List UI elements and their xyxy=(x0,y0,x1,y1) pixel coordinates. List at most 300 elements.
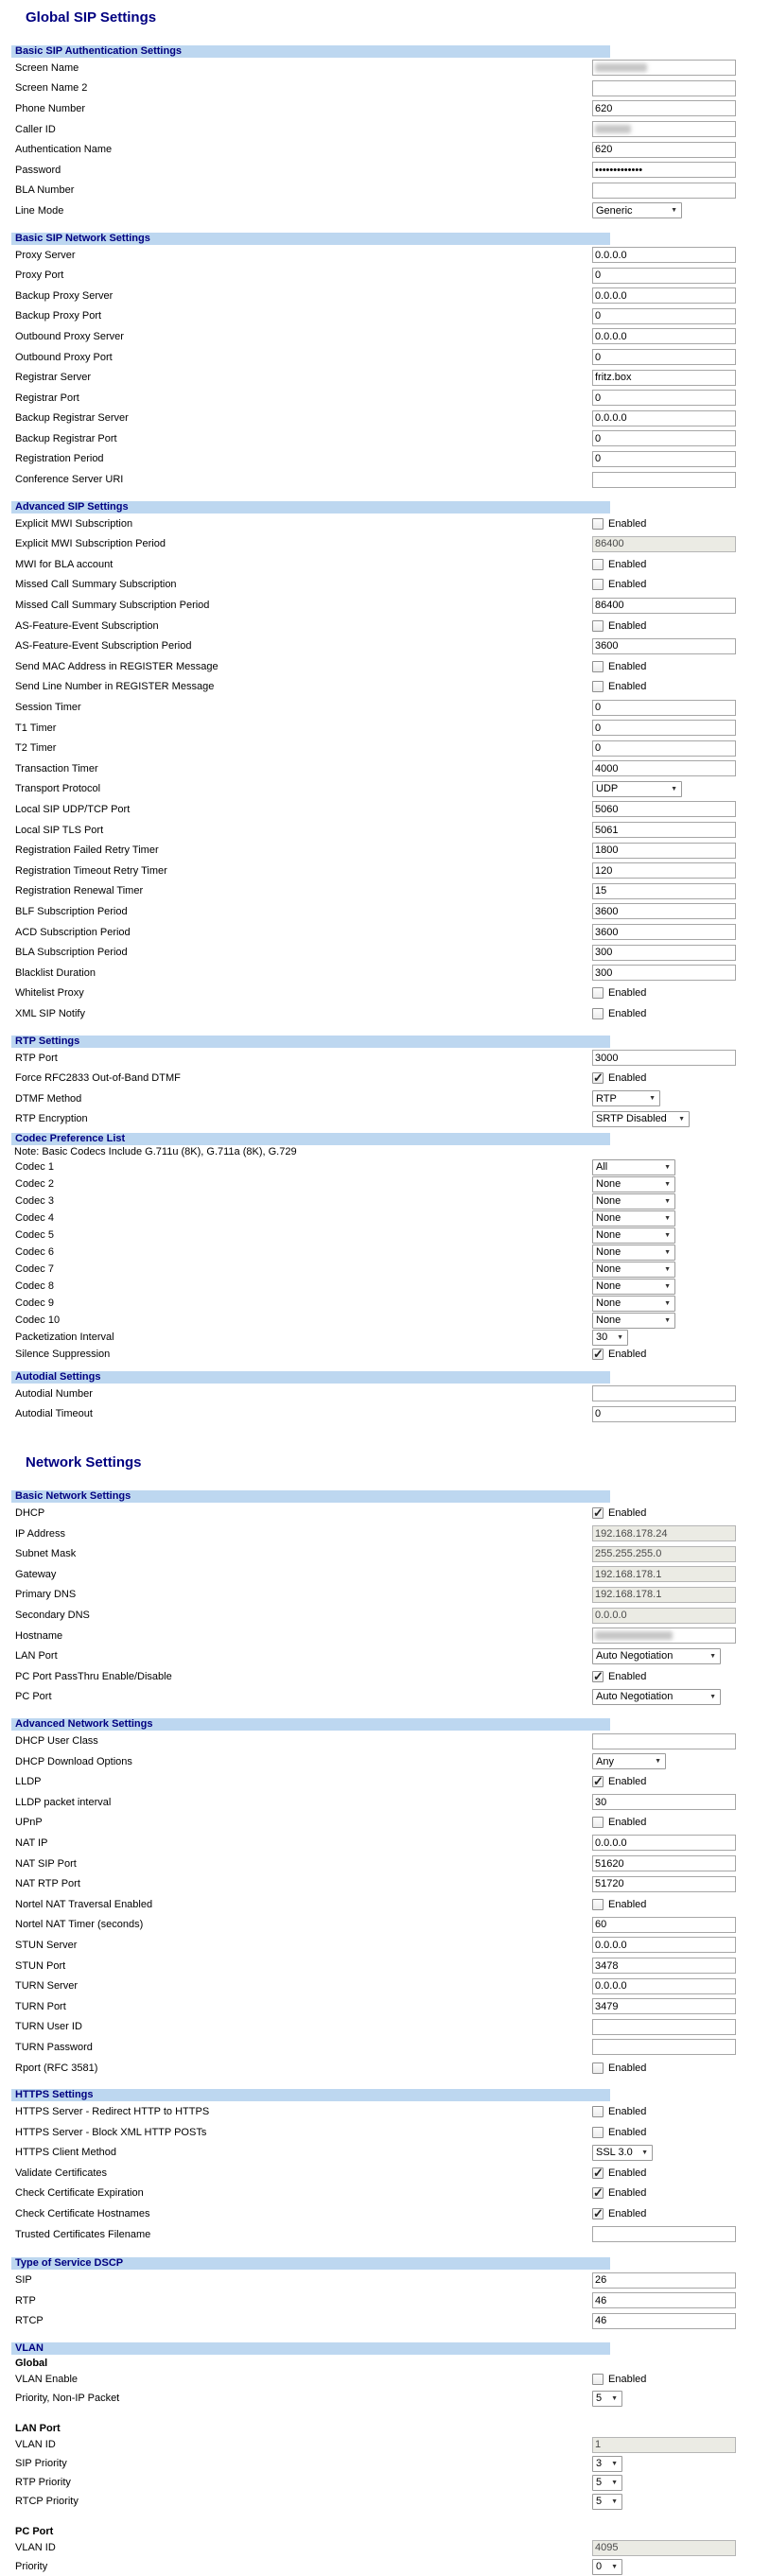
codec-2-selected-option: None xyxy=(596,1178,621,1191)
caller-id-input[interactable] xyxy=(592,121,736,137)
bla-subscription-period-control xyxy=(592,945,736,961)
registration-renewal-timer-input[interactable] xyxy=(592,883,736,899)
pc-port-select[interactable] xyxy=(592,1689,721,1705)
lldp-packet-interval-label: LLDP packet interval xyxy=(15,1796,112,1808)
backup-registrar-port-input[interactable] xyxy=(592,430,736,446)
lan-port-select[interactable] xyxy=(592,1648,721,1664)
proxy-port-input[interactable] xyxy=(592,268,736,284)
registrar-server-input[interactable] xyxy=(592,370,736,386)
conference-server-uri-input[interactable] xyxy=(592,472,736,488)
row-codec-10 xyxy=(11,1312,770,1329)
vlan-id-control xyxy=(592,2540,736,2556)
screen-name-2-input[interactable] xyxy=(592,80,736,96)
turn-user-id-input[interactable] xyxy=(592,2019,736,2035)
advanced-network-settings-items xyxy=(0,1731,770,2078)
session-timer-control xyxy=(592,700,736,716)
dhcp-download-options-label: DHCP Download Options xyxy=(15,1755,132,1767)
codec-9-control xyxy=(592,1296,675,1312)
force-rfc2833-out-of-band-dtmf-enabled-label: Enabled xyxy=(608,1072,647,1085)
codec-1-select[interactable] xyxy=(592,1159,675,1175)
stun-port-label: STUN Port xyxy=(15,1959,66,1972)
vlan-id-control xyxy=(592,2437,736,2453)
lldp-packet-interval-input[interactable] xyxy=(592,1794,736,1810)
https-client-method-selected-option: SSL 3.0 xyxy=(596,2147,633,2159)
priority-non-ip-packet-select[interactable] xyxy=(592,2391,622,2407)
line-mode-select[interactable] xyxy=(592,202,682,218)
t1-timer-input[interactable] xyxy=(592,720,736,736)
send-mac-address-in-register-message-checkbox[interactable] xyxy=(592,661,604,672)
t1-timer-value: 0 xyxy=(595,722,602,734)
codec-4-selected-option: None xyxy=(596,1212,621,1225)
local-sip-udp-tcp-port-control xyxy=(592,801,736,817)
check-certificate-hostnames-enabled-label: Enabled xyxy=(608,2208,647,2220)
explicit-mwi-subscription-checkbox[interactable] xyxy=(592,518,604,530)
codec-5-label: Codec 5 xyxy=(15,1229,54,1242)
dhcp-user-class-control xyxy=(592,1733,736,1749)
row-sip xyxy=(11,2270,770,2290)
https-server-redirect-http-to-https-enabled-label: Enabled xyxy=(608,2106,647,2118)
codec-7-label: Codec 7 xyxy=(15,1263,54,1276)
registration-timeout-retry-timer-label: Registration Timeout Retry Timer xyxy=(15,864,167,877)
row-vlan-enable xyxy=(11,2370,770,2389)
turn-user-id-label: TURN User ID xyxy=(15,2021,82,2033)
screen-name-input[interactable] xyxy=(592,60,736,76)
autodial-timeout-input[interactable] xyxy=(592,1406,736,1422)
vlan-enable-label: VLAN Enable xyxy=(15,2374,79,2386)
row-secondary-dns xyxy=(11,1605,770,1626)
row-codec-7 xyxy=(11,1261,770,1278)
row-explicit-mwi-subscription-period xyxy=(11,533,770,554)
global-sip-settings-title: Global SIP Settings xyxy=(26,9,157,26)
row-vlan-id xyxy=(11,2538,770,2557)
turn-server-input[interactable] xyxy=(592,1978,736,1994)
autodial-settings-items xyxy=(0,1384,770,1424)
dropdown-arrow-icon: ▼ xyxy=(611,2460,618,2467)
packetization-interval-control xyxy=(592,1330,628,1346)
vlan-id-input xyxy=(592,2540,736,2556)
registration-timeout-retry-timer-control xyxy=(592,862,736,879)
send-line-number-in-register-message-checkbox[interactable] xyxy=(592,681,604,692)
dhcp-control xyxy=(592,1507,646,1519)
whitelist-proxy-checkbox[interactable] xyxy=(592,987,604,999)
check-certificate-hostnames-checkbox[interactable] xyxy=(592,2208,604,2219)
xml-sip-notify-enabled-label: Enabled xyxy=(608,1007,647,1019)
rtp-priority-select[interactable] xyxy=(592,2475,622,2491)
acd-subscription-period-input[interactable] xyxy=(592,924,736,940)
explicit-mwi-subscription-enabled-label: Enabled xyxy=(608,517,647,530)
transaction-timer-input[interactable] xyxy=(592,760,736,776)
dtmf-method-select[interactable] xyxy=(592,1090,660,1106)
section-header-basic-sip-network-settings: Basic SIP Network Settings xyxy=(11,233,610,245)
autodial-number-input[interactable] xyxy=(592,1385,736,1401)
dropdown-arrow-icon: ▼ xyxy=(664,1265,671,1273)
phone-number-value: 620 xyxy=(595,102,613,114)
dhcp-download-options-selected-option: Any xyxy=(596,1755,614,1767)
dhcp-checkbox[interactable] xyxy=(592,1507,604,1519)
row-rtcp-priority xyxy=(11,2492,770,2511)
row-xml-sip-notify xyxy=(11,1003,770,1024)
vlan-id-label: VLAN ID xyxy=(15,2542,56,2554)
nortel-nat-timer-seconds-input[interactable] xyxy=(592,1917,736,1933)
priority-non-ip-packet-selected-option: 5 xyxy=(596,2393,603,2405)
local-sip-tls-port-label: Local SIP TLS Port xyxy=(15,824,104,836)
phone-number-control xyxy=(592,100,736,116)
password-control xyxy=(592,162,736,178)
secondary-dns-input xyxy=(592,1608,736,1624)
https-client-method-select[interactable] xyxy=(592,2145,653,2161)
codec-7-selected-option: None xyxy=(596,1263,621,1276)
send-line-number-in-register-message-enabled-label: Enabled xyxy=(608,681,647,693)
turn-password-input[interactable] xyxy=(592,2039,736,2055)
priority-select[interactable] xyxy=(592,2559,622,2575)
bla-subscription-period-label: BLA Subscription Period xyxy=(15,947,128,959)
backup-registrar-server-input[interactable] xyxy=(592,410,736,426)
row-caller-id xyxy=(11,119,770,140)
dhcp-user-class-input[interactable] xyxy=(592,1733,736,1749)
network-settings-title: Network Settings xyxy=(26,1454,142,1471)
section-header-vlan: VLAN xyxy=(11,2342,610,2355)
caller-id-control xyxy=(592,121,736,137)
nat-rtp-port-control xyxy=(592,1876,736,1892)
row-registrar-server xyxy=(11,367,770,388)
row-rtp-encryption xyxy=(11,1109,770,1130)
as-feature-event-subscription-checkbox[interactable] xyxy=(592,620,604,632)
subnet-mask-input xyxy=(592,1546,736,1562)
t2-timer-input[interactable] xyxy=(592,740,736,757)
outbound-proxy-server-label: Outbound Proxy Server xyxy=(15,330,124,342)
registration-failed-retry-timer-control xyxy=(592,843,736,859)
silence-suppression-checkbox[interactable] xyxy=(592,1349,604,1360)
bla-subscription-period-input[interactable] xyxy=(592,945,736,961)
packetization-interval-select[interactable] xyxy=(592,1330,628,1346)
backup-registrar-server-control xyxy=(592,410,736,426)
gateway-control xyxy=(592,1566,736,1582)
hostname-label: Hostname xyxy=(15,1629,63,1642)
dtmf-method-label: DTMF Method xyxy=(15,1092,82,1105)
codec-7-select[interactable] xyxy=(592,1262,675,1278)
as-feature-event-subscription-period-input[interactable] xyxy=(592,638,736,654)
check-certificate-expiration-label: Check Certificate Expiration xyxy=(15,2187,144,2200)
dropdown-arrow-icon: ▼ xyxy=(678,1115,685,1123)
codec-2-select[interactable] xyxy=(592,1176,675,1192)
rtp-port-input[interactable] xyxy=(592,1050,736,1066)
nat-ip-input[interactable] xyxy=(592,1835,736,1851)
transport-protocol-select[interactable] xyxy=(592,781,682,797)
sip-priority-select[interactable] xyxy=(592,2456,622,2472)
rport-rfc-3581-label: Rport (RFC 3581) xyxy=(15,2062,98,2074)
backup-proxy-port-label: Backup Proxy Port xyxy=(15,310,102,322)
section-basic-sip-authentication-settings xyxy=(0,45,770,221)
row-codec-1 xyxy=(11,1158,770,1175)
force-rfc2833-out-of-band-dtmf-checkbox[interactable] xyxy=(592,1072,604,1084)
row-transaction-timer xyxy=(11,758,770,779)
row-turn-user-id xyxy=(11,2017,770,2038)
validate-certificates-checkbox[interactable] xyxy=(592,2167,604,2179)
row-primary-dns xyxy=(11,1585,770,1606)
row-rtp xyxy=(11,2290,770,2311)
dropdown-arrow-icon: ▼ xyxy=(664,1197,671,1205)
trusted-certificates-filename-input[interactable] xyxy=(592,2226,736,2242)
turn-port-input[interactable] xyxy=(592,1998,736,2014)
type-of-service-dscp-items xyxy=(0,2270,770,2331)
registration-failed-retry-timer-input[interactable] xyxy=(592,843,736,859)
dhcp-download-options-control xyxy=(592,1753,666,1769)
row-local-sip-udp-tcp-port xyxy=(11,799,770,820)
row-outbound-proxy-server xyxy=(11,326,770,347)
row-pc-port-passthru-enable-disable xyxy=(11,1666,770,1687)
validate-certificates-label: Validate Certificates xyxy=(15,2167,108,2179)
row-registration-renewal-timer xyxy=(11,881,770,902)
dropdown-arrow-icon: ▼ xyxy=(655,1758,661,1766)
dropdown-arrow-icon: ▼ xyxy=(664,1282,671,1290)
nat-sip-port-input[interactable] xyxy=(592,1855,736,1871)
row-password xyxy=(11,160,770,181)
section-basic-sip-network-settings xyxy=(0,233,770,490)
https-server-block-xml-http-posts-checkbox[interactable] xyxy=(592,2127,604,2138)
dropdown-arrow-icon: ▼ xyxy=(617,1333,623,1341)
mwi-for-bla-account-checkbox[interactable] xyxy=(592,559,604,570)
registrar-port-label: Registrar Port xyxy=(15,392,79,404)
row-dhcp-user-class xyxy=(11,1731,770,1751)
blf-subscription-period-control xyxy=(592,903,736,919)
subheader-pc-port: PC Port xyxy=(15,2526,54,2538)
section-autodial-settings xyxy=(0,1371,770,1424)
acd-subscription-period-control xyxy=(592,924,736,940)
screen-name-label: Screen Name xyxy=(15,61,79,74)
nortel-nat-traversal-enabled-checkbox[interactable] xyxy=(592,1899,604,1910)
rtp-encryption-control xyxy=(592,1111,690,1127)
nat-sip-port-label: NAT SIP Port xyxy=(15,1857,77,1870)
rtp-priority-label: RTP Priority xyxy=(15,2477,71,2489)
pc-port-control xyxy=(592,1689,721,1705)
section-advanced-network-settings xyxy=(0,1718,770,2078)
section-header-advanced-network-settings: Advanced Network Settings xyxy=(11,1718,610,1731)
nat-rtp-port-value: 51720 xyxy=(595,1878,624,1890)
turn-user-id-control xyxy=(592,2019,736,2035)
rtp-input[interactable] xyxy=(592,2292,736,2308)
row-dhcp xyxy=(11,1503,770,1523)
silence-suppression-control xyxy=(592,1349,646,1360)
row-stun-port xyxy=(11,1956,770,1976)
as-feature-event-subscription-period-label: AS-Feature-Event Subscription Period xyxy=(15,640,192,653)
https-server-block-xml-http-posts-label: HTTPS Server - Block XML HTTP POSTs xyxy=(15,2126,207,2138)
codec-4-select[interactable] xyxy=(592,1210,675,1227)
row-outbound-proxy-port xyxy=(11,347,770,368)
explicit-mwi-subscription-period-input xyxy=(592,536,736,552)
row-codec-4 xyxy=(11,1210,770,1227)
codec-6-control xyxy=(592,1244,675,1261)
registrar-server-control xyxy=(592,370,736,386)
ip-address-input xyxy=(592,1525,736,1541)
nat-rtp-port-input[interactable] xyxy=(592,1876,736,1892)
missed-call-summary-subscription-period-input[interactable] xyxy=(592,598,736,614)
rtp-label: RTP xyxy=(15,2294,36,2306)
check-certificate-hostnames-label: Check Certificate Hostnames xyxy=(15,2208,150,2220)
lldp-checkbox[interactable] xyxy=(592,1776,604,1787)
row-codec-5 xyxy=(11,1227,770,1244)
stun-port-input[interactable] xyxy=(592,1958,736,1974)
check-certificate-expiration-enabled-label: Enabled xyxy=(608,2187,647,2200)
phone-number-input[interactable] xyxy=(592,100,736,116)
outbound-proxy-port-label: Outbound Proxy Port xyxy=(15,351,113,363)
registration-period-input[interactable] xyxy=(592,451,736,467)
codec-9-label: Codec 9 xyxy=(15,1297,54,1310)
codec-8-select[interactable] xyxy=(592,1279,675,1295)
row-sip-priority xyxy=(11,2454,770,2473)
row-local-sip-tls-port xyxy=(11,820,770,841)
xml-sip-notify-checkbox[interactable] xyxy=(592,1008,604,1019)
subnet-mask-value: 255.255.255.0 xyxy=(595,1548,662,1560)
backup-proxy-server-input[interactable] xyxy=(592,287,736,304)
lldp-enabled-label: Enabled xyxy=(608,1776,647,1788)
transaction-timer-label: Transaction Timer xyxy=(15,762,98,775)
registrar-port-value: 0 xyxy=(595,392,602,404)
rtcp-label: RTCP xyxy=(15,2315,44,2327)
local-sip-tls-port-input[interactable] xyxy=(592,822,736,838)
blf-subscription-period-input[interactable] xyxy=(592,903,736,919)
bla-number-input[interactable] xyxy=(592,183,736,199)
mwi-for-bla-account-label: MWI for BLA account xyxy=(15,558,114,570)
lan-port-control xyxy=(592,1648,721,1664)
codec-7-control xyxy=(592,1262,675,1278)
row-pc-port xyxy=(11,1687,770,1708)
dtmf-method-selected-option: RTP xyxy=(596,1092,617,1105)
rport-rfc-3581-checkbox[interactable] xyxy=(592,2063,604,2074)
blf-subscription-period-value: 3600 xyxy=(595,905,619,917)
codec-8-control xyxy=(592,1279,675,1295)
https-client-method-label: HTTPS Client Method xyxy=(15,2147,116,2159)
transport-protocol-label: Transport Protocol xyxy=(15,783,101,795)
section-header-type-of-service-dscp: Type of Service DSCP xyxy=(11,2257,610,2270)
section-header-advanced-sip-settings: Advanced SIP Settings xyxy=(11,501,610,513)
dhcp-user-class-label: DHCP User Class xyxy=(15,1735,98,1748)
section-codec-preference-list xyxy=(0,1133,770,1363)
as-feature-event-subscription-control xyxy=(592,620,646,632)
proxy-server-input[interactable] xyxy=(592,247,736,263)
pc-port-selected-option: Auto Negotiation xyxy=(596,1691,674,1703)
section-https-settings xyxy=(0,2089,770,2244)
row-session-timer xyxy=(11,697,770,718)
stun-server-input[interactable] xyxy=(592,1937,736,1953)
dhcp-label: DHCP xyxy=(15,1507,45,1520)
row-as-feature-event-subscription-period xyxy=(11,635,770,656)
row-codec-9 xyxy=(11,1295,770,1312)
acd-subscription-period-value: 3600 xyxy=(595,926,619,938)
row-lldp-packet-interval xyxy=(11,1792,770,1813)
hostname-input[interactable] xyxy=(592,1627,736,1644)
silence-suppression-enabled-label: Enabled xyxy=(608,1349,647,1361)
check-certificate-expiration-checkbox[interactable] xyxy=(592,2187,604,2199)
transaction-timer-value: 4000 xyxy=(595,762,619,775)
codec-10-select[interactable] xyxy=(592,1313,675,1329)
rtcp-value: 46 xyxy=(595,2315,607,2327)
pc-port-passthru-enable-disable-checkbox[interactable] xyxy=(592,1671,604,1682)
missed-call-summary-subscription-checkbox[interactable] xyxy=(592,579,604,590)
outbound-proxy-server-control xyxy=(592,328,736,344)
rtp-port-control xyxy=(592,1050,736,1066)
row-turn-port xyxy=(11,1996,770,2017)
rtp-encryption-select[interactable] xyxy=(592,1111,690,1127)
blacklist-duration-input[interactable] xyxy=(592,965,736,981)
vlan-id-value: 4095 xyxy=(595,2542,619,2554)
vlan-enable-checkbox[interactable] xyxy=(592,2374,604,2385)
codec-5-select[interactable] xyxy=(592,1227,675,1244)
row-silence-suppression xyxy=(11,1346,770,1363)
subnet-mask-control xyxy=(592,1546,736,1562)
explicit-mwi-subscription-period-control xyxy=(592,536,736,552)
registration-timeout-retry-timer-input[interactable] xyxy=(592,862,736,879)
dropdown-arrow-icon: ▼ xyxy=(611,2498,618,2505)
sip-input[interactable] xyxy=(592,2272,736,2289)
nortel-nat-traversal-enabled-label: Nortel NAT Traversal Enabled xyxy=(15,1898,153,1910)
priority-control xyxy=(592,2559,622,2575)
codec-9-select[interactable] xyxy=(592,1296,675,1312)
row-autodial-number xyxy=(11,1384,770,1404)
stun-server-label: STUN Server xyxy=(15,1939,78,1951)
network-settings-sections xyxy=(0,1490,770,2576)
sip-settings-sections xyxy=(0,45,770,1424)
local-sip-udp-tcp-port-input[interactable] xyxy=(592,801,736,817)
row-rtp-port xyxy=(11,1048,770,1069)
backup-proxy-port-input[interactable] xyxy=(592,308,736,324)
lldp-packet-interval-value: 30 xyxy=(595,1796,607,1808)
screen-name-control xyxy=(592,60,736,76)
row-as-feature-event-subscription xyxy=(11,616,770,636)
registrar-port-input[interactable] xyxy=(592,390,736,406)
transport-protocol-selected-option: UDP xyxy=(596,783,619,795)
session-timer-input[interactable] xyxy=(592,700,736,716)
codec-6-select[interactable] xyxy=(592,1244,675,1261)
blacklist-duration-value: 300 xyxy=(595,966,613,979)
codec-6-label: Codec 6 xyxy=(15,1246,54,1259)
explicit-mwi-subscription-period-label: Explicit MWI Subscription Period xyxy=(15,538,166,550)
rtcp-priority-select[interactable] xyxy=(592,2494,622,2510)
silence-suppression-label: Silence Suppression xyxy=(15,1349,111,1361)
row-ip-address xyxy=(11,1523,770,1544)
outbound-proxy-port-input[interactable] xyxy=(592,349,736,365)
dhcp-download-options-select[interactable] xyxy=(592,1753,666,1769)
sip-value: 26 xyxy=(595,2274,607,2287)
check-certificate-hostnames-control xyxy=(592,2208,646,2219)
nortel-nat-traversal-enabled-enabled-label: Enabled xyxy=(608,1898,647,1910)
send-mac-address-in-register-message-enabled-label: Enabled xyxy=(608,660,647,672)
section-header-basic-network-settings: Basic Network Settings xyxy=(11,1490,610,1503)
dropdown-arrow-icon: ▼ xyxy=(671,207,677,215)
backup-proxy-server-label: Backup Proxy Server xyxy=(15,289,114,302)
https-server-redirect-http-to-https-checkbox[interactable] xyxy=(592,2106,604,2117)
turn-server-control xyxy=(592,1978,736,1994)
outbound-proxy-server-input[interactable] xyxy=(592,328,736,344)
registration-failed-retry-timer-value: 1800 xyxy=(595,844,619,857)
row-registrar-port xyxy=(11,388,770,409)
basic-sip-network-settings-items xyxy=(0,245,770,490)
codec-3-select[interactable] xyxy=(592,1193,675,1210)
row-screen-name-2 xyxy=(11,78,770,99)
authentication-name-input[interactable] xyxy=(592,142,736,158)
primary-dns-label: Primary DNS xyxy=(15,1589,77,1601)
codec-note: Note: Basic Codecs Include G.711u (8K), G.711a (8K), G.729 xyxy=(14,1146,297,1158)
row-acd-subscription-period xyxy=(11,922,770,943)
upnp-checkbox[interactable] xyxy=(592,1817,604,1828)
password-input[interactable] xyxy=(592,162,736,178)
rtcp-input[interactable] xyxy=(592,2313,736,2329)
priority-selected-option: 0 xyxy=(596,2561,603,2573)
row-check-certificate-hostnames xyxy=(11,2203,770,2224)
section-basic-network-settings xyxy=(0,1490,770,1707)
advanced-sip-settings-items xyxy=(0,513,770,1024)
gateway-input xyxy=(592,1566,736,1582)
section-rtp-settings xyxy=(0,1036,770,1129)
